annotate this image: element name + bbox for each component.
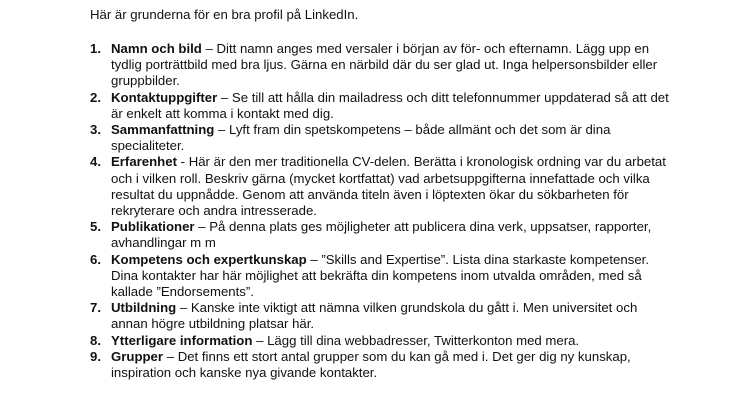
item-text: Kanske inte viktigt att nämna vilken grundskola du gått i. Men universitet och annan högre utbildning platsar här.: [111, 300, 638, 332]
item-term: Erfarenhet: [111, 154, 177, 170]
item-text: Lyft fram din spetskompetens – både allmänt och det som är dina specialiteter.: [111, 122, 611, 154]
item-term: Kontaktuppgifter: [111, 89, 218, 105]
item-number: 8.: [90, 332, 101, 348]
item-number: 7.: [90, 300, 101, 316]
item-number: 9.: [90, 348, 101, 364]
profile-tips-list: [90, 41, 670, 381]
item-separator: –: [194, 219, 210, 235]
item-text: Ditt namn anges med versaler i början av för- och efternamn. Lägg upp en tydlig porträttbild med bra ljus. Gärna en närbild där du ser glad ut. Inga helpersonsbilder eller gruppbilder.: [111, 41, 658, 89]
item-term: Utbildning: [111, 300, 177, 316]
list-item: [90, 219, 670, 251]
item-text: Det finns ett stort antal grupper som du kan gå med i. Det ger dig ny kunskap, inspiration och kanske nya givande kontakter.: [111, 348, 631, 381]
item-term: Kompetens och expertkunskap: [111, 251, 307, 267]
item-separator: –: [201, 41, 217, 56]
item-number: 5.: [90, 219, 101, 235]
item-term: Namn och bild: [111, 41, 202, 56]
list-item: [90, 154, 670, 219]
item-number: 1.: [90, 41, 101, 56]
item-term: Publikationer: [111, 219, 195, 235]
item-separator: –: [306, 251, 322, 267]
item-number: 4.: [90, 154, 101, 170]
list-item: [90, 300, 670, 332]
item-term: Grupper: [111, 348, 164, 364]
item-text: På denna plats ges möjligheter att publicera dina verk, uppsatser, rapporter, avhandlingar m m: [111, 219, 652, 251]
item-text: ”Skills and Expertise”. Lista dina starkaste kompetenser. Dina kontakter har här möjlighet att bekräfta din kompetens inom utvalda områden, med så kallade ”Endorsements”.: [111, 251, 649, 300]
item-separator: -: [176, 154, 189, 170]
item-text: Här är den mer traditionella CV-delen. Berätta i kronologisk ordning var du arbetat och i vilken roll. Beskriv gärna (mycket kortfattat) vad arbetsuppgifterna innefattade och vilka resultat du uppnådde. Genom att använda titeln även i löptexten ökar du sökbarheten för rekryterare och andra intresserade.: [111, 154, 666, 219]
item-number: 2.: [90, 89, 101, 105]
list-item: [90, 333, 670, 349]
item-term: Ytterligare information: [111, 332, 253, 348]
list-item: [90, 90, 670, 122]
item-separator: –: [252, 332, 268, 348]
list-item: [90, 349, 670, 381]
list-item: [90, 252, 670, 301]
item-separator: –: [217, 89, 232, 105]
list-item: [90, 41, 670, 90]
item-separator: –: [214, 122, 229, 138]
item-text: Se till att hålla din mailadress och ditt telefonnummer uppdaterad så att det är enkelt att komma i kontakt med dig.: [111, 89, 669, 121]
item-text: Lägg till dina webbadresser, Twitterkonton med mera.: [267, 332, 580, 348]
item-number: 3.: [90, 122, 101, 138]
item-separator: –: [176, 300, 191, 316]
item-separator: –: [163, 348, 178, 364]
list-item: [90, 122, 670, 154]
item-number: 6.: [90, 251, 101, 267]
item-term: Sammanfattning: [111, 122, 215, 138]
intro-text: Här är grunderna för en bra profil på LinkedIn.: [90, 7, 359, 22]
